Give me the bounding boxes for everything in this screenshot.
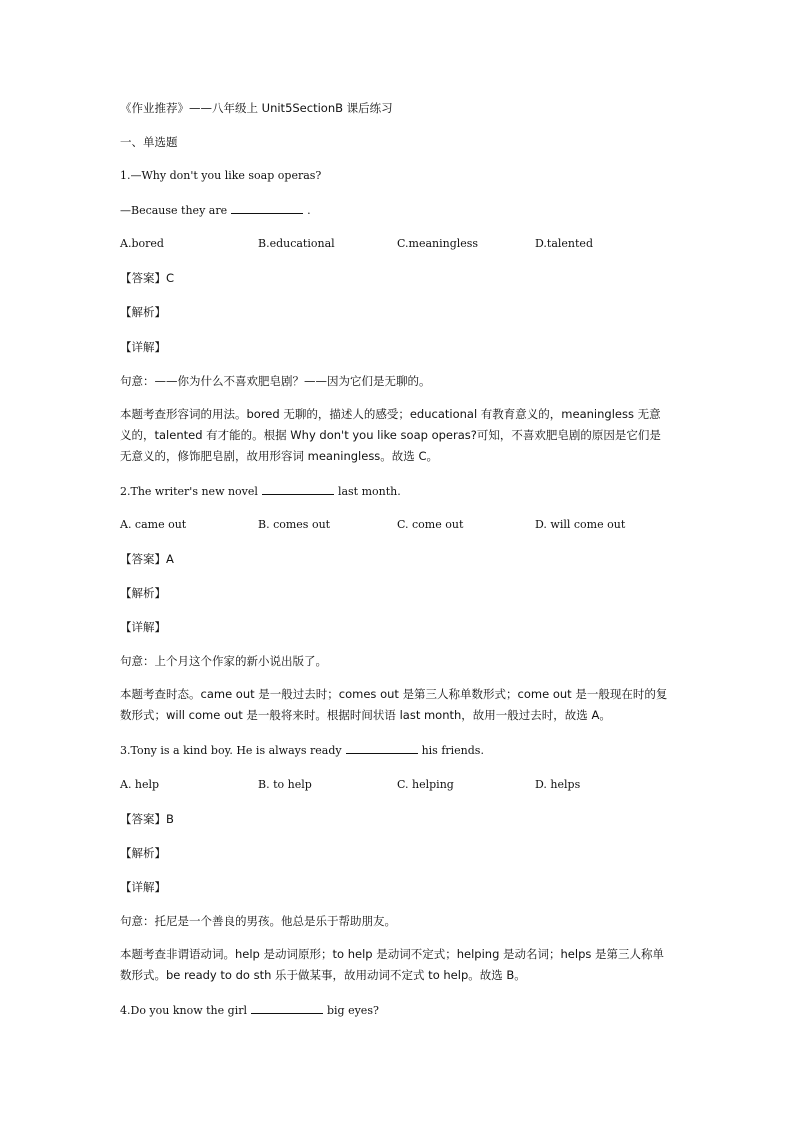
q3-detail-label: 【详解】 (120, 880, 166, 894)
q1-detail-label: 【详解】 (120, 340, 166, 354)
q1-stem-blank-line (120, 203, 311, 218)
q1-option-c: C.meaningless (397, 237, 479, 250)
q3-option-c: C. helping (397, 778, 454, 791)
q1-stem: 1.—Why don't you like soap operas? (120, 169, 322, 182)
q1-meaning: 句意：——你为什么不喜欢肥皂剧？——因为它们是无聊的。 (120, 374, 431, 388)
q3-option-a: A. help (120, 778, 160, 791)
q2-stem (120, 484, 401, 499)
q3-option-d: D. helps (535, 778, 581, 791)
q4-stem-post: big eyes? (326, 1004, 379, 1017)
q1-blank (231, 203, 303, 214)
q1-option-a: A.bored (120, 237, 164, 250)
q2-stem-post: last month. (337, 485, 401, 498)
q2-option-a: A. came out (120, 518, 187, 531)
q2-answer: 【答案】A (120, 552, 174, 566)
q1-analysis-label: 【解析】 (120, 305, 166, 319)
q3-stem-pre: 3.Tony is a kind boy. He is always ready (120, 744, 342, 757)
q3-option-b: B. to help (258, 778, 312, 791)
q3-explanation: 本题考查非谓语动词。help 是动词原形；to help 是动词不定式；helping 是动名词；helps 是第三人称单数形式。be ready to do sth 乐于做某事，故用动词不定式 to help。故选 B。 (120, 947, 665, 982)
q3-analysis-label: 【解析】 (120, 846, 166, 860)
q4-blank (251, 1003, 323, 1014)
q2-detail-label: 【详解】 (120, 620, 166, 634)
doc-title: 《作业推荐》——八年级上 Unit5SectionB 课后练习 (120, 101, 393, 115)
q2-option-c: C. come out (397, 518, 464, 531)
q2-explanation: 本题考查时态。came out 是一般过去时；comes out 是第三人称单数形式；come out 是一般现在时的复数形式；will come out 是一般将来时。根据时间状语 last month，故用一般过去时，故选 A。 (120, 687, 668, 722)
q2-option-d: D. will come out (535, 518, 626, 531)
q2-stem-pre: 2.The writer's new novel (120, 485, 258, 498)
q1-stem-pre: —Because they are (120, 204, 228, 217)
q3-stem (120, 743, 484, 758)
q2-blank (262, 484, 334, 495)
q3-answer: 【答案】B (120, 812, 174, 826)
q3-blank (346, 743, 418, 754)
section-heading: 一、单选题 (120, 135, 178, 149)
q1-answer: 【答案】C (120, 271, 175, 285)
q1-explanation: 本题考查形容词的用法。bored 无聊的，描述人的感受；educational 有教育意义的，meaningless 无意义的，talented 有才能的。根据 Why don't you like soap operas?可知，不喜欢肥皂剧的原因是它们是无意义的，修饰肥皂剧，故用形容词 meaningless。故选 C。 (120, 407, 661, 463)
q1-option-b: B.educational (258, 237, 335, 250)
q2-meaning: 句意：上个月这个作家的新小说出版了。 (120, 654, 327, 668)
q3-meaning: 句意：托尼是一个善良的男孩。他总是乐于帮助朋友。 (120, 914, 396, 928)
q1-stem-post: . (307, 204, 311, 217)
q3-stem-post: his friends. (421, 744, 484, 757)
q4-stem-pre: 4.Do you know the girl (120, 1004, 247, 1017)
q2-analysis-label: 【解析】 (120, 586, 166, 600)
q4-stem (120, 1003, 379, 1018)
q1-option-d: D.talented (535, 237, 593, 250)
q2-option-b: B. comes out (258, 518, 331, 531)
